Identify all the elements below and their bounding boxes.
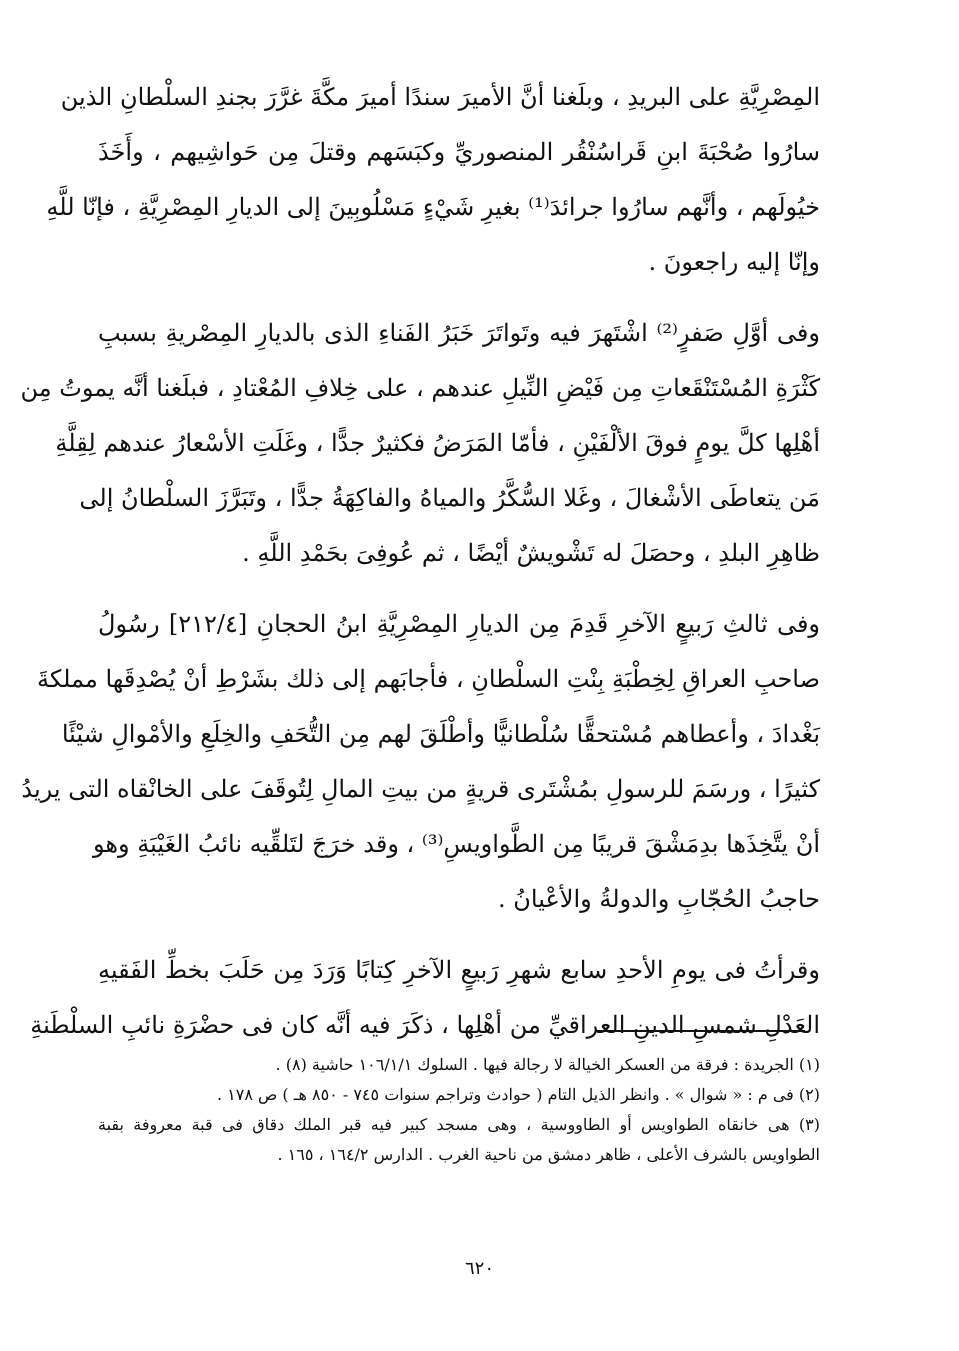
text-line: حاجبُ الحُجّابِ والدولةُ والأعْيانُ . <box>498 885 820 913</box>
text-line: مَن يتعاطَى الأشْغالَ ، وغَلا السُّكَّرُ والمياهُ والفاكِهَةُ جدًّا ، وتَبَرَّزَ السلْطانُ إلى <box>79 484 820 512</box>
text-line: ظاهِرِ البلدِ ، وحصَلَ له تَشْويشٌ أيْضًا ، ثم عُوفِىَ بحَمْدِ اللَّهِ . <box>242 539 820 567</box>
text-line: وإنّا إليه راجعونَ . <box>648 248 820 276</box>
text-line: خيُولَهم ، وأنَّهم سارُوا جرائدَ⁽¹⁾ بغيرِ شَيْءٍ مَسْلُوبِينَ إلى الديارِ المِصْرِيَّةِ ، فإنّا للَّهِ <box>46 193 820 221</box>
paragraph <box>46 70 820 290</box>
footnote-2: (٢) فى م : « شوال » . وانظر الذيل التام ( حوادث وتراجم سنوات ٧٤٥ - ٨٥٠ هـ ) ص ١٧٨ . <box>216 1085 820 1104</box>
text-line: وقرأتُ فى يومِ الأحدِ سابع شهرِ رَبيعٍ الآخرِ كِتابًا وَرَدَ مِن حَلَبَ بخطِّ الفَقيهِ <box>98 956 820 984</box>
text-line: سارُوا صُحْبَةَ ابنِ قَراسُنْقُر المنصوريِّ وكبَسَهم وقتلَ مِن حَواشِيهم ، وأَخَذَ <box>98 138 820 166</box>
page-number: ٦٢٠ <box>464 1258 494 1279</box>
text-line: وفى ثالثِ رَبيعٍ الآخرِ قَدِمَ مِن الديارِ المِصْرِيَّةِ ابنُ الحجانِ [٢١٢/٤] رسُولُ <box>98 610 821 638</box>
text-line: المِصْرِيَّةِ على البريدِ ، وبلَغنا أنَّ الأميرَ سندًا أميرَ مكَّةَ غرَّرَ بجندِ السلْطانِ الذين <box>60 83 820 111</box>
text-line: بَغْدادَ ، وأعطاهم مُسْتحقًّا سُلْطانيًّا وأطْلَقَ لهم مِن التُّحَفِ والخِلَعِ والأمْوالِ شيْئًا <box>61 720 820 748</box>
text-line: وفى أوَّلِ صَفرٍ⁽²⁾ اشْتَهرَ فيه وتَواتَرَ خَبَرُ الفَناءِ الذى بالديارِ المِصْريةِ بسببِ <box>98 319 820 347</box>
paragraph <box>21 597 821 927</box>
footnotes <box>98 1050 820 1170</box>
text-line: كثيرًا ، ورسَمَ للرسولِ بمُشْتَرى قريةٍ من بيتِ المالِ لِتُوقَفَ على الخانْقاه التى يريدُ <box>21 775 820 803</box>
text-line: صاحبِ العراقِ لِخِطْبَةِ بِنْتِ السلْطانِ ، فأجابَهم إلى ذلك بشَرْطِ أنْ يُصْدِقَها مملكةَ <box>37 665 820 693</box>
text-line: العَدْلِ شمسِ الدينِ العراقيِّ من أهْلِها ، ذكَرَ فيه أنَّه كان فى حضْرَةِ نائبِ السلْطَنةِ <box>30 1011 820 1039</box>
text-line: أهْلِها كلَّ يومٍ فوقَ الألْفَيْنِ ، فأمّا المَرَضُ فكثيرٌ جدًّا ، وغَلَتِ الأسْعارُ عندهم لِقِلَّةِ <box>55 429 820 457</box>
text-line: أنْ يتَّخِذَها بدِمَشْقَ قريبًا مِن الطَّواويسِ⁽³⁾ ، وقد خرَجَ لتَلقِّيه نائبُ الغَيْبَةِ وهو <box>93 830 820 858</box>
paragraph <box>20 306 820 581</box>
footnote-3: (٣) هى خانقاه الطواويس أو الطاووسية ، وهى مسجد كبير فيه قبر الملك دقاق فى قبة معروفة بقبة <box>98 1115 820 1134</box>
text-line: كَثْرَةِ المُسْتَنْقَعاتِ مِن فَيْضِ النِّيلِ عندهم ، على خِلافِ المُعْتادِ ، فبلَغنا أنَّه يموتُ مِن <box>20 374 820 402</box>
footnote-1: (١) الجريدة : فرقة من العسكر الخيالة لا رجالة فيها . السلوك ١٠٦/١/١ حاشية (٨) . <box>275 1055 820 1074</box>
footnote-3-continued: الطواويس بالشرف الأعلى ، ظاهر دمشق من ناحية الغرب . الدارس ١٦٤/٢ ، ١٦٥ . <box>277 1145 820 1164</box>
footnote-separator <box>596 1030 805 1032</box>
main-text <box>20 70 821 1053</box>
paragraph <box>30 943 820 1053</box>
